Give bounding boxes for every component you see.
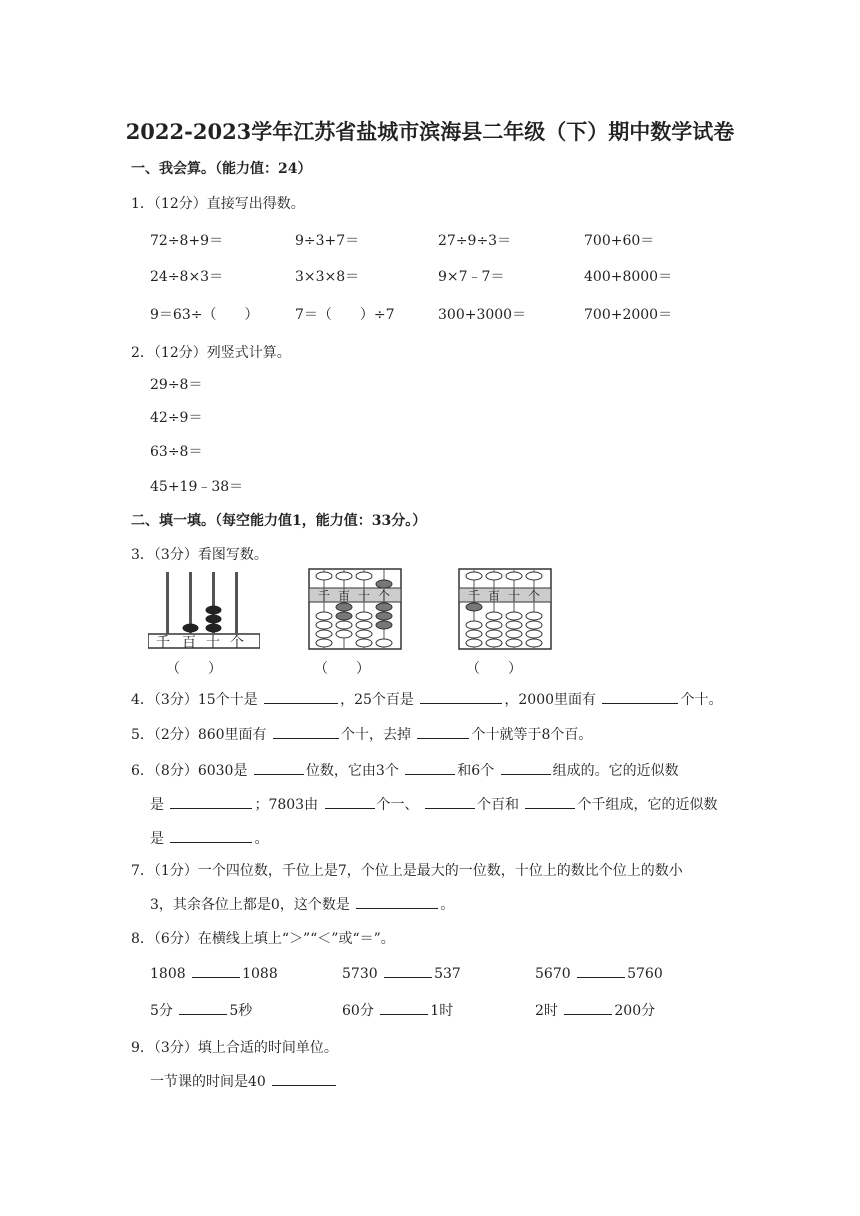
q7-l2-part-1: 3，其余各位上都是0，这个数是 [150, 897, 350, 913]
abacus2-label-ge: 个 [378, 589, 391, 603]
abacus-figure-3 [458, 568, 552, 678]
q6-blank-8[interactable] [170, 828, 252, 843]
q6-blank-4[interactable] [170, 794, 252, 809]
q1-r3c2: 7＝（ ）÷7 [295, 307, 395, 323]
q4-blank-3[interactable] [602, 689, 678, 704]
q6-l3-part-2: 。 [254, 831, 269, 847]
q2-item-2: 42÷9＝ [150, 410, 203, 426]
q7-line-1: 7．（1分）一个四位数，千位上是7，个位上是最大的一位数，十位上的数比个位上的数小 [131, 863, 683, 879]
bead-abacus-graphic-2 [308, 568, 402, 650]
q6-l2-part-5: 个千组成，它的近似数 [577, 797, 718, 813]
q8-r1c3: 5670 5760 [535, 963, 663, 982]
abacus3-label-qian: 千 [468, 589, 481, 603]
q6-line-1 [131, 760, 679, 780]
q8-r2c3: 2时 200分 [535, 1000, 655, 1020]
q8-blank-6[interactable] [564, 1000, 612, 1015]
q5-part-1: 5．（2分）860里面有 [131, 727, 267, 743]
q2-stem: 2．（12分）列竖式计算。 [131, 345, 291, 361]
q9-blank[interactable] [272, 1071, 336, 1086]
q9-line [150, 1071, 338, 1091]
q8-stem: 8．（6分）在横线上填上“＞”“＜”或“＝”。 [131, 931, 395, 947]
q1-r1c4: 700+60＝ [584, 233, 655, 249]
q9-line-text: 一节课的时间是40 [150, 1074, 266, 1090]
q6-l2-part-2: ；7803由 [254, 797, 319, 813]
q6-l1-part-2: 位数，它由3个 [305, 763, 399, 779]
abacus-label-shi: 十 [206, 635, 220, 651]
q1-r2c4: 400+8000＝ [584, 269, 673, 285]
section-1-heading: 一、我会算。（能力值：24） [131, 161, 312, 177]
q5-part-3: 个十就等于8个百。 [471, 727, 593, 743]
q4-part-2: ，25个百是 [340, 692, 414, 708]
q1-r3c3: 300+3000＝ [438, 307, 527, 323]
q6-l1-part-4: 组成的。它的近似数 [552, 763, 679, 779]
q6-blank-2[interactable] [405, 760, 455, 775]
q8-blank-5[interactable] [380, 1000, 428, 1015]
q2-item-4: 45+19﹣38＝ [150, 479, 244, 495]
q4-part-3: ，2000里面有 [504, 692, 597, 708]
q6-l2-part-4: 个百和 [477, 797, 519, 813]
q6-l3-part-1: 是 [150, 831, 164, 847]
q5-line [131, 724, 592, 744]
q1-r3c1: 9＝63÷（ ） [150, 307, 259, 323]
abacus-label-ge: 个 [230, 635, 244, 651]
abacus2-label-bai: 百 [338, 589, 351, 603]
q7-blank[interactable] [356, 894, 438, 909]
abacus-answer-1: （ ） [166, 661, 222, 677]
q9-stem: 9．（3分）填上合适的时间单位。 [131, 1040, 338, 1056]
abacus2-label-qian: 千 [318, 589, 331, 603]
q8-r2c1: 5分 5秒 [150, 1000, 252, 1020]
q1-r1c1: 72÷8+9＝ [150, 233, 224, 249]
q8-r1c1: 1808 1088 [150, 963, 278, 982]
q1-r1c3: 27÷9÷3＝ [438, 233, 512, 249]
abacus3-label-shi: 十 [508, 589, 521, 603]
q6-l1-part-3: 和6个 [457, 763, 495, 779]
q5-blank-1[interactable] [273, 724, 339, 739]
q6-blank-1[interactable] [254, 760, 304, 775]
q8-r2c2: 60分 1时 [342, 1000, 453, 1020]
q6-blank-5[interactable] [325, 794, 375, 809]
q1-r2c2: 3×3×8＝ [295, 269, 360, 285]
q1-r3c4: 700+2000＝ [584, 307, 673, 323]
q8-blank-4[interactable] [179, 1000, 227, 1015]
section-2-heading: 二、填一填。（每空能力值1，能力值：33分。） [131, 513, 427, 529]
abacus-answer-3: （ ） [466, 661, 522, 677]
abacus-answer-2: （ ） [314, 661, 370, 677]
q1-r2c3: 9×7﹣7＝ [438, 269, 505, 285]
q2-item-3: 63÷8＝ [150, 444, 203, 460]
q7-line-2 [150, 894, 454, 914]
q1-r1c2: 9÷3+7＝ [295, 233, 360, 249]
abacus-label-bai: 百 [182, 635, 196, 651]
q3-stem: 3．（3分）看图写数。 [131, 547, 268, 563]
q4-part-1: 4．（3分）15个十是 [131, 692, 258, 708]
q6-l2-part-1: 是 [150, 797, 164, 813]
q6-blank-7[interactable] [525, 794, 575, 809]
q4-part-4: 个十。 [680, 692, 723, 708]
q8-blank-1[interactable] [192, 963, 240, 978]
q5-part-2: 个十，去掉 [341, 727, 411, 743]
q8-r1c2: 5730 537 [342, 963, 461, 982]
q8-blank-2[interactable] [384, 963, 432, 978]
q1-r2c1: 24÷8×3＝ [150, 269, 224, 285]
exam-title: 2022-2023学年江苏省盐城市滨海县二年级（下）期中数学试卷 [125, 119, 735, 144]
q1-stem: 1．（12分）直接写出得数。 [131, 196, 305, 212]
q6-line-3 [150, 828, 268, 848]
abacus-label-qian: 千 [156, 635, 170, 651]
q6-l2-part-3: 个一、 [376, 797, 419, 813]
abacus3-label-bai: 百 [488, 589, 501, 603]
q4-blank-2[interactable] [420, 689, 502, 704]
q5-blank-2[interactable] [417, 724, 469, 739]
q2-item-1: 29÷8＝ [150, 377, 203, 393]
q6-line-2 [150, 794, 717, 814]
q8-blank-3[interactable] [577, 963, 625, 978]
q6-l1-part-1: 6．（8分）6030是 [131, 763, 248, 779]
q7-l2-part-2: 。 [440, 897, 455, 913]
bead-abacus-graphic-3 [458, 568, 552, 650]
abacus3-label-ge: 个 [528, 589, 541, 603]
q4-line [131, 689, 722, 709]
q6-blank-6[interactable] [425, 794, 475, 809]
q4-blank-1[interactable] [264, 689, 338, 704]
abacus2-label-shi: 十 [358, 589, 371, 603]
abacus-figure-1 [148, 570, 260, 678]
q6-blank-3[interactable] [501, 760, 551, 775]
abacus-figure-2 [308, 568, 402, 678]
